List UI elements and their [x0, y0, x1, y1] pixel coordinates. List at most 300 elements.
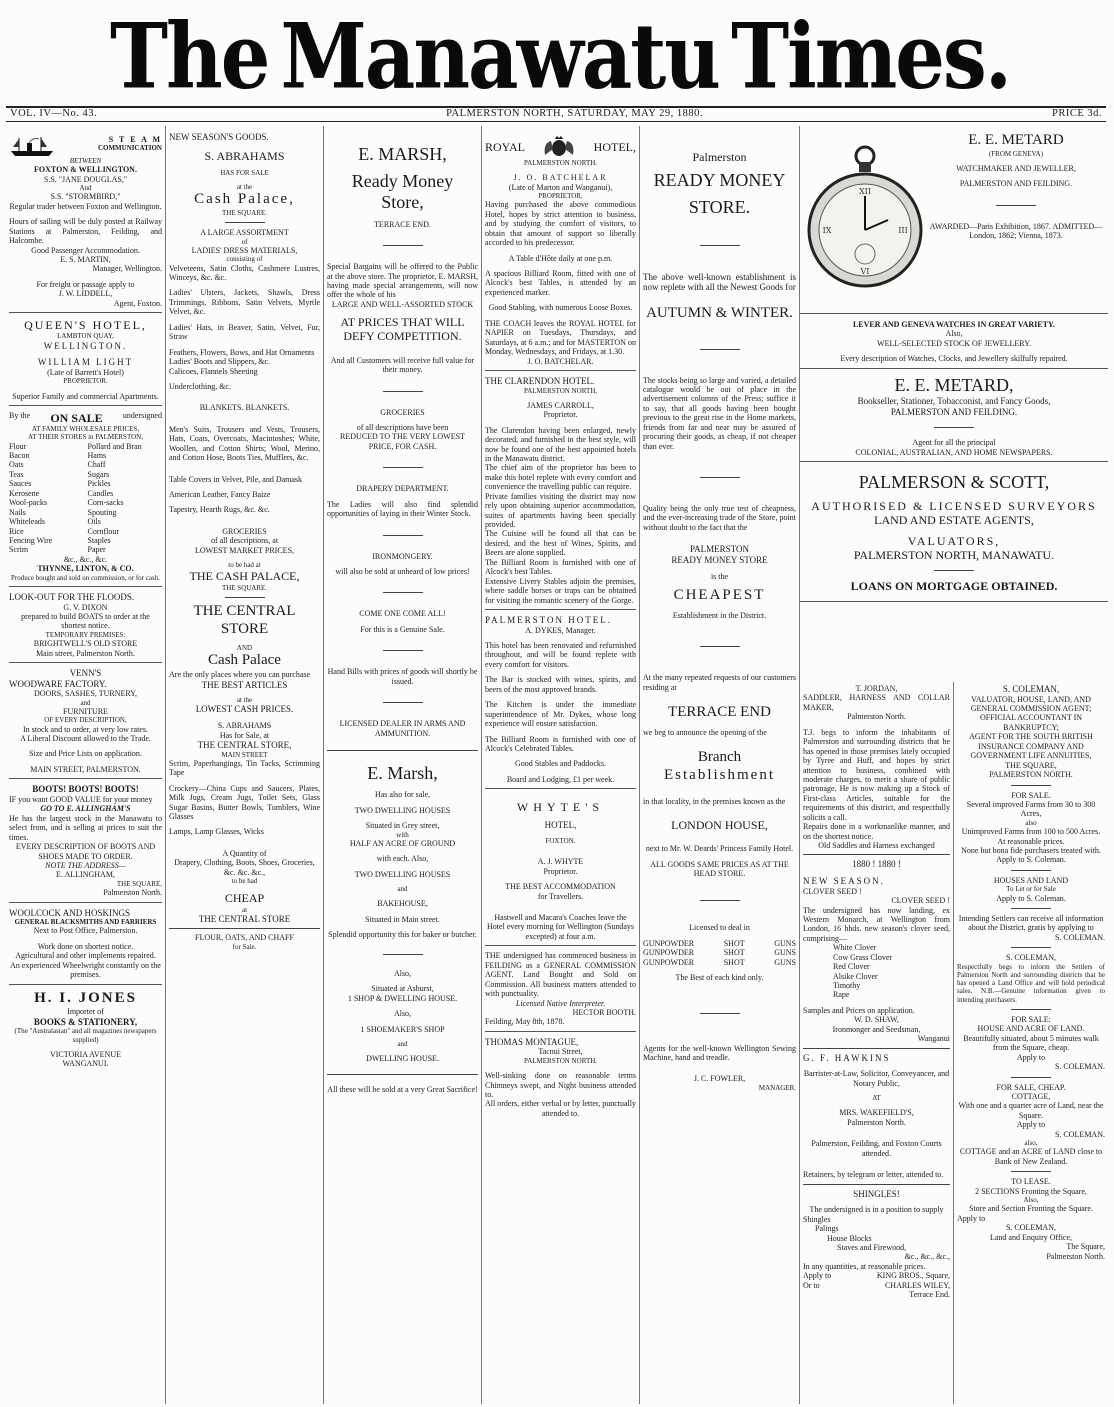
- billiard-room: A spacious Billiard Room, fitted with one of Alcock's best Tables, is attended by an experienced marker.: [485, 269, 636, 297]
- large-assortment: A LARGE ASSORTMENT: [200, 228, 289, 238]
- courts-attended: Palmerston, Feilding, and Foxton Courts attended.: [811, 1139, 942, 1158]
- svg-text:VI: VI: [860, 267, 870, 276]
- wanganui: Wanganui: [917, 1034, 950, 1044]
- ad-palmerston-hotel: [485, 612, 636, 789]
- also-for-sale: Has also for sale,: [374, 790, 431, 800]
- jones-heading: H. I. JONES: [34, 989, 137, 1006]
- authorised-surveyors: AUTHORISED & LICENSED SURVEYORS: [811, 499, 1097, 514]
- reduced-price: REDUCED TO THE VERY LOWEST PRICE, FOR CASH.: [340, 432, 465, 451]
- list-item: Nails: [9, 507, 26, 517]
- column-3: [324, 126, 482, 1404]
- etc-text: &c., &c., &c.: [63, 554, 108, 564]
- batchelar-name: J. O. BATCHELAR: [513, 173, 608, 183]
- special-bargains: Special Bargains will be offered to the Public at the above store. The proprietor, E. MARSH, having made special arrangements, will now offer the whole of his: [327, 262, 478, 300]
- bookseller: Bookseller, Stationer, Tobacconist, and Fancy Goods,: [857, 395, 1051, 406]
- late-of: (Late of Marton and Wanganui),: [508, 182, 613, 192]
- gun-cell: SHOT: [723, 938, 745, 948]
- genuine-sale: For this is a Genuine Sale.: [360, 624, 445, 634]
- thynne-linton: THYNNE, LINTON, & CO.: [37, 564, 134, 574]
- palmerston-north: Palmerston North.: [103, 888, 162, 898]
- clarendon-p1: The Clarendon having been enlarged, newly decorated, and furnished in the best style, will now be found one of the best appointed hotels in the Manawatu district.: [485, 425, 636, 463]
- column-4: [482, 126, 640, 1404]
- list-item: Alsike Clover: [833, 971, 878, 981]
- trader-text: Regular trader between Foxton and Wellington.: [9, 201, 162, 211]
- ulsters: Ladies' Ulsters, Jackets, Shawls, Dress Trimmings, Ribbons, Satin Velvets, Myrtle Velvet, &c.: [169, 288, 320, 317]
- ready-money: Ready Money: [351, 171, 454, 192]
- proprietor-text: PROPRIETOR.: [63, 377, 108, 386]
- store: Store,: [381, 192, 424, 213]
- price: PRICE 3d.: [1051, 108, 1102, 120]
- charles-wiley: CHARLES WILEY,: [884, 1280, 950, 1290]
- royal-word: ROYAL: [485, 139, 526, 154]
- terrace-end: Terrace End.: [909, 1290, 950, 1300]
- ladies-dress: LADIES' DRESS MATERIALS,: [191, 245, 298, 255]
- the-square-2: THE SQUARE.: [221, 583, 268, 592]
- splendid-opportunity: Splendid opportunity this for baker or butcher.: [328, 930, 477, 940]
- james-carroll: JAMES CARROLL,: [527, 400, 594, 410]
- dykes-manager: A. DYKES, Manager.: [525, 625, 596, 635]
- palmerston-manawatu: PALMERSTON NORTH, MANAWATU.: [853, 547, 1055, 562]
- gun-cell: GUNPOWDER: [643, 957, 695, 967]
- palmerston-2: PALMERSTON: [689, 544, 750, 555]
- palmerson-scott-heading: PALMERSON & SCOTT,: [858, 472, 1050, 493]
- lamps: Lamps, Lamp Glasses, Wicks: [169, 827, 264, 837]
- proprietor: PROPRIETOR,: [538, 192, 583, 201]
- saddler: SADDLER, HARNESS AND COLLAR MAKER,: [803, 693, 950, 712]
- list-item: Oils: [87, 517, 101, 527]
- coleman-3: S. COLEMAN,: [1005, 953, 1056, 963]
- stores-text: AT THEIR STORES in PALMERSTON,: [28, 433, 143, 442]
- victoria-avenue: VICTORIA AVENUE: [49, 1049, 122, 1059]
- palmerston-north-2: Palmerston North.: [1046, 1251, 1105, 1261]
- list-item: Pickles: [87, 479, 111, 489]
- clarendon-p4: The Cuisine will be found all that can be desired, and the best of Wines, Spirits, and Beers are alone supplied.: [485, 529, 636, 558]
- every-description-boots: EVERY DESCRIPTION OF BOOTS AND SHOES MADE TO ORDER.: [15, 842, 156, 861]
- onsale-by: By the: [9, 410, 31, 420]
- discount-text: A Liberal Discount allowed to the Trade.: [20, 734, 151, 744]
- main-street-palmerston: MAIN STREET, PALMERSTON.: [30, 764, 141, 774]
- pn-p2: The Bar is stocked with wines, spirits, and beers of the most approved brands.: [485, 675, 636, 694]
- steam-heading: S T E A M: [108, 135, 162, 144]
- cash-palace-2: THE CASH PALACE,: [189, 569, 300, 584]
- if-you-want: IF you want GOOD VALUE for your money: [9, 794, 153, 804]
- having-purchased: Having purchased the above commodious Hotel, hopes by strict attention to business, and by studying the comfort of visitors, to obtain that amount of support so liberally accorded to his predecessor.: [485, 200, 636, 248]
- the-square-1: THE SQUARE.: [221, 208, 268, 217]
- has-for-sale: HAS FOR SALE: [220, 168, 269, 177]
- ironmongery: IRONMONGERY.: [372, 551, 433, 561]
- liddell-name: J. W. LIDDELL,: [58, 289, 113, 299]
- also-1: Also,: [393, 968, 412, 978]
- svg-text:III: III: [898, 226, 908, 235]
- blankets: BLANKETS. BLANKETS.: [199, 403, 290, 413]
- two-dwelling-2: TWO DWELLING HOUSES: [354, 869, 451, 879]
- pn-p4: The Billiard Room is furnished with one of Alcock's Celebrated Tables.: [485, 734, 636, 753]
- palings: Palings: [815, 1224, 839, 1234]
- goods-left: [9, 442, 84, 555]
- gun-cell: GUNPOWDER: [643, 938, 695, 948]
- work-done: Work done on shortest notice.: [37, 941, 134, 951]
- gunpowder-rows: [643, 939, 796, 967]
- licensed-to-deal: Licensed to deal in: [689, 923, 750, 933]
- stabling: Good Stabling, with numerous Loose Boxes.: [488, 303, 633, 313]
- half-acre: HALF AN ACRE OF GROUND: [349, 838, 456, 848]
- quality-text: Quality being the only true test of cheapness, and the ever-increasing trade of the Store, point without doubt to the fact that the: [643, 504, 796, 532]
- hastwell-coaches: Hastwell and Macara's Coaches leave the Hotel every morning for Wellington (Sundays excepted) at four a.m.: [487, 913, 634, 941]
- freight-text: For freight or passage apply to: [36, 279, 135, 289]
- official-accountant: OFFICIAL ACCOUNTANT IN BANKRUPTCY;: [979, 713, 1083, 732]
- clarendon-p6: Extensive Livery Stables adjoin the premises, where saddle horses or traps can be obtained for visiting the romantic scenery of the Gorge.: [485, 576, 636, 605]
- clarendon-heading: THE CLARENDON HOTEL.: [485, 375, 595, 386]
- s-abrahams: S. ABRAHAMS: [217, 721, 272, 731]
- svg-text:XII: XII: [858, 187, 872, 196]
- hand-bills: Hand Bills with prices of goods will shortly be issued.: [327, 667, 478, 686]
- blacksmiths: GENERAL BLACKSMITHS AND FARRIERS: [14, 918, 157, 927]
- reasonable-prices: At reasonable prices.: [997, 836, 1065, 846]
- loans-mortgage: LOANS ON MORTGAGE OBTAINED.: [850, 578, 1058, 593]
- hawkins-heading: G. F. HAWKINS: [803, 1052, 891, 1063]
- goods-right: [88, 442, 163, 555]
- shingles-heading: SHINGLES!: [853, 1188, 900, 1199]
- list-item: Hams: [87, 451, 107, 461]
- any-quantities: In any quantities, at reasonable prices.: [803, 1261, 926, 1271]
- unimproved-farms: Unimproved Farms from 100 to 500 Acres.: [961, 827, 1101, 837]
- palmerston-north-2: Palmerston North.: [847, 1117, 906, 1127]
- samples-prices: Samples and Prices on application.: [803, 1005, 915, 1015]
- woodware-factory: WOODWARE FACTORY.: [9, 678, 107, 689]
- calicoes: Calicoes, Flannels Sheeting: [169, 366, 258, 376]
- terrace-end: TERRACE END: [668, 704, 771, 720]
- masthead: [0, 0, 1114, 110]
- and-text: AND: [236, 644, 253, 653]
- the-square: THE SQUARE,: [116, 879, 162, 888]
- ad-metard-bookseller: [800, 371, 1108, 462]
- newspapers: COLONIAL, AUSTRALIAN, AND HOME NEWSPAPERS.: [855, 447, 1053, 457]
- for-sale-cheap: FOR SALE, CHEAP.: [996, 1082, 1066, 1092]
- staves-firewood: Staves and Firewood,: [837, 1242, 907, 1252]
- metard-heading-2: E. E. METARD,: [894, 374, 1014, 395]
- apply-coleman-2: Apply to S. Coleman.: [996, 893, 1066, 903]
- books-stationery: BOOKS & STATIONERY,: [33, 1016, 138, 1027]
- superior-text: Superior Family and commercial Apartments.: [12, 391, 159, 401]
- route: FOXTON & WELLINGTON.: [34, 165, 137, 175]
- of-text: of: [241, 237, 248, 246]
- the-square-2: The Square,: [1066, 1242, 1105, 1252]
- tapestry: Tapestry, Hearth Rugs, &c. &c.: [169, 505, 270, 515]
- stocks-text: The stocks being so large and varied, a detailed catalogue would be out of place in the advertisement columns of the Press; suffice it to say, that all goods having been bought previous to the great rise in the Home markets, friends from far and near may be assured of procuring their goods, as cheap, if not cheaper than ever.: [643, 375, 796, 451]
- pocket-watch-icon: [806, 134, 924, 294]
- list-item: White Clover: [833, 943, 877, 953]
- size-lists: Size and Price Lists on application.: [29, 749, 142, 759]
- terrace-end: TERRACE END.: [374, 219, 431, 229]
- gun-cell: GUNS: [774, 948, 796, 958]
- drapery-department: DRAPERY DEPARTMENT.: [356, 484, 449, 494]
- is-the: is the: [710, 571, 729, 581]
- pn-p1: This hotel has been renovated and refurnished throughout, and will be found replete with every comfort for visitors.: [485, 641, 636, 669]
- and-text: and: [397, 885, 408, 894]
- ready-money-heading: READY MONEY: [653, 170, 786, 191]
- agent-south-british: AGENT FOR THE SOUTH BRITISH INSURANCE COMPANY AND GOVERNMENT LIFE ANNUITIES,: [969, 732, 1093, 761]
- and-text-2: and: [397, 1039, 408, 1048]
- palmerston-heading: Palmerston: [692, 150, 747, 164]
- cheapest: CHEAPEST: [673, 587, 766, 603]
- steamship-icon: [9, 135, 55, 157]
- list-item: Paper: [87, 545, 106, 555]
- house-blocks: House Blocks: [827, 1233, 872, 1243]
- clarendon-p5: The Billiard Room is furnished with one of Alcock's best Tables.: [485, 557, 636, 577]
- gun-cell: GUNS: [774, 957, 796, 967]
- whytes-hotel: HOTEL,: [544, 820, 577, 831]
- seed-list: [803, 943, 950, 1000]
- locality: in that locality, in the premises known as the: [643, 796, 786, 806]
- flour-oats-chaff: FLOUR, OATS, AND CHAFF: [195, 933, 294, 943]
- palmerston-north: PALMERSTON NORTH.: [523, 159, 598, 167]
- central-store: THE CENTRAL STORE: [193, 602, 296, 637]
- also-text: Also,: [945, 329, 963, 339]
- column-1: [6, 126, 166, 1404]
- royal-crest-icon: [541, 135, 577, 159]
- woolcock-heading: WOOLCOCK AND HOSKINGS: [9, 907, 131, 918]
- prices-defy: AT PRICES THAT WILL DEFY COMPETITION.: [340, 315, 465, 344]
- hotel-word: HOTEL,: [593, 139, 636, 154]
- ad-montague: [485, 1034, 636, 1122]
- cottage-acre: COTTAGE and an ACRE of LAND close to Bank of New Zealand.: [959, 1147, 1103, 1166]
- foxton: FOXTON.: [545, 837, 576, 846]
- well-sinking: Well-sinking done on reasonable terms Chimneys swept, and Night business attended to.: [485, 1071, 636, 1100]
- accommodation-text: Good Passenger Accommodation.: [31, 245, 140, 255]
- announce-opening: we beg to announce the opening of the: [643, 727, 767, 737]
- wd-shaw: W. D. SHAW,: [854, 1015, 899, 1025]
- dixon-name: G. V. DIXON: [63, 602, 108, 612]
- allingham-name: E. ALLINGHAM,: [56, 870, 115, 880]
- column-2: [166, 126, 324, 1404]
- new-season: NEW SEASON.: [803, 876, 885, 887]
- valuator: VALUATOR, HOUSE, LAND, AND GENERAL COMMISSION AGENT;: [970, 694, 1092, 714]
- london-house: LONDON HOUSE,: [671, 817, 768, 832]
- list-item: Bacon: [9, 451, 30, 461]
- all-descriptions: of all descriptions, at: [210, 536, 279, 546]
- dwelling-house: DWELLING HOUSE.: [366, 1054, 439, 1064]
- land-office: Land and Enquiry Office,: [989, 1232, 1073, 1242]
- list-item: Timothy: [833, 981, 861, 991]
- furniture-and: and: [80, 698, 91, 707]
- at-text: at: [241, 905, 248, 914]
- goods-list: [9, 442, 162, 555]
- next-post-office: Next to Post Office, Palmerston.: [33, 926, 138, 936]
- shingles: Shingles: [803, 1214, 831, 1224]
- two-dwelling-1: TWO DWELLING HOUSES: [354, 805, 451, 815]
- lookout-heading: LOOK-OUT FOR THE FLOODS.: [9, 591, 135, 602]
- clover-seed-1: CLOVER SEED !: [803, 886, 862, 896]
- groceries: GROCERIES: [380, 407, 425, 417]
- cash-palace: Cash Palace,: [194, 191, 295, 208]
- ladies-boots: Ladies' Boots and Slippers, &c.: [169, 357, 270, 367]
- for-sale: for Sale.: [232, 942, 257, 951]
- venns-heading: VENN'S: [69, 668, 102, 679]
- proprietor-3: Proprietor.: [543, 866, 578, 876]
- column-5: [640, 126, 800, 1404]
- list-item: Cow Grass Clover: [833, 952, 893, 962]
- all-descriptions: of all descriptions have been: [356, 422, 449, 432]
- intending-settlers: Intending Settlers can receive all information about the District, gratis by applying to: [958, 913, 1104, 933]
- palmerston-north: PALMERSTON NORTH.: [989, 770, 1073, 780]
- list-item: Kerosene: [9, 488, 40, 498]
- instock-text: In stock and to order, at very low rates.: [23, 724, 148, 734]
- next-to-deards: next to Mr. W. Deards' Princess Family Hotel.: [645, 844, 794, 854]
- hector-booth: HECTOR BOOTH.: [572, 1007, 636, 1017]
- ship-stormbird: S.S. "STORMBIRD,": [50, 192, 121, 202]
- houses-land: HOUSES AND LAND: [993, 875, 1069, 885]
- ad-metard-watchmaker: [800, 126, 1108, 314]
- ad-hector-booth: [485, 948, 636, 1032]
- coleman-heading: S. COLEMAN,: [1002, 684, 1060, 694]
- batchelar-sign: J. O. BATCHELAR.: [527, 356, 594, 366]
- communication-heading: COMMUNICATION: [97, 144, 162, 153]
- newspaper-title: [110, 4, 1010, 110]
- ad-jones: [9, 987, 162, 1073]
- shop-dwelling: 1 SHOP & DWELLING HOUSE.: [347, 993, 458, 1003]
- gun-cell: GUNPOWDER: [643, 948, 695, 958]
- volume-number: VOL. IV—No. 43.: [10, 108, 98, 120]
- repairs-text: Every description of Watches, Clocks, and Jewellery skilfully repaired.: [840, 354, 1068, 364]
- all-orders: All orders, either verbal or by letter, punctually attended to.: [485, 1099, 636, 1118]
- list-item: Wool-packs: [9, 498, 48, 508]
- e-marsh: E. Marsh,: [367, 763, 438, 784]
- also-text: also: [1025, 818, 1037, 827]
- whytes-heading: WHYTE'S: [516, 800, 605, 815]
- queens-hotel-heading: QUEEN'S HOTEL,: [24, 318, 147, 333]
- list-item: Scrim: [9, 545, 29, 555]
- every-description: OF EVERY DESCRIPTION,: [44, 716, 127, 725]
- produce-text: Produce bought and sold on commission, or for cash.: [11, 573, 160, 582]
- apply-to-5: Apply to: [957, 1213, 986, 1223]
- to-lease: TO LEASE.: [1011, 1177, 1051, 1187]
- board-lodging: Board and Lodging, £1 per week.: [506, 774, 615, 784]
- land-estate-agents: LAND AND ESTATE AGENTS,: [874, 513, 1034, 528]
- new-season-heading: NEW SEASON'S GOODS.: [169, 132, 269, 142]
- all-goods-same: ALL GOODS SAME PRICES AS AT THE HEAD STORE.: [650, 859, 789, 878]
- manager: MANAGER.: [758, 1083, 796, 1092]
- year-1880: 1880 ! 1880 !: [852, 859, 901, 870]
- coleman-2: S. COLEMAN.: [1054, 932, 1105, 942]
- gunpowder-row: [643, 958, 796, 967]
- well-selected: WELL-SELECTED STOCK OF JEWELLERY.: [877, 338, 1031, 348]
- also-3: Also,: [1023, 1196, 1039, 1205]
- coleman-5: S. COLEMAN.: [1054, 1129, 1105, 1139]
- ad-royal-hotel: [485, 132, 636, 371]
- apply-to-4: Apply to: [1016, 1120, 1046, 1130]
- palmerston-north-2: PALMERSTON NORTH,: [523, 386, 598, 395]
- underclothing: Underclothing, &c.: [169, 381, 231, 391]
- ironmonger-seedsman: Ironmonger and Seedsman,: [832, 1024, 921, 1034]
- above-well-known: The above well-known establishment is now replete with all the Newest Goods for: [643, 271, 796, 293]
- all-customers: And all Customers will receive full value for their money.: [330, 355, 475, 375]
- has-for-sale-at: Has for Sale, at: [219, 730, 270, 740]
- also-2: Also,: [393, 1009, 412, 1019]
- furniture-text: FURNITURE: [63, 706, 108, 716]
- also-2: also,: [1024, 1139, 1038, 1148]
- list-item: Chaff: [87, 460, 106, 470]
- william-light: WILLIAM LIGHT: [37, 357, 134, 368]
- note-address: NOTE THE ADDRESS—: [45, 861, 126, 871]
- palmerston-feilding-2: PALMERSTON AND FEILDING.: [890, 406, 1018, 417]
- come-one: COME ONE COME ALL!: [359, 609, 446, 619]
- clover-seed-2: CLOVER SEED !: [891, 896, 950, 906]
- valuators: VALUATORS,: [907, 533, 1001, 548]
- gunpowder-row: [643, 948, 796, 957]
- abrahams-name: S. ABRAHAMS: [204, 148, 285, 163]
- branch: Branch: [697, 749, 742, 766]
- good-stables: Good Stables and Paddocks.: [514, 759, 607, 769]
- and-text: And: [79, 184, 92, 193]
- metard-heading: E. E. METARD: [968, 132, 1064, 148]
- montague-heading: THOMAS MONTAGUE,: [485, 1036, 579, 1047]
- coleman-4: S. COLEMAN.: [1054, 1062, 1105, 1072]
- ad-on-sale: [9, 408, 162, 587]
- only-places: Are the only places where you can purchase: [169, 670, 311, 680]
- mens-suits: Men's Suits, Trousers and Vests, Trousers, Hats, Coats, Overcoats, Macintoshes; White, Woollen, and Cotton Shirts; Wool, Merino, and Cotton Hose, Boots Ties, Mufflers, &c.: [169, 424, 320, 463]
- great-sacrifice: All these will be sold at a very Great Sacrifice!: [327, 1084, 478, 1094]
- central-store-3: THE CENTRAL STORE: [198, 913, 291, 924]
- main-street: MAIN STREET: [221, 750, 268, 759]
- barrett-text: (Late of Barrett's Hotel): [47, 367, 124, 377]
- best-accommodation: THE BEST ACCOMMODATION: [505, 882, 616, 892]
- agricultural: Agricultural and other implements repaired.: [15, 951, 156, 961]
- palmerston-north: Palmerston North.: [847, 712, 906, 722]
- ad-boots: [9, 781, 162, 902]
- wellington-text: WELLINGTON.: [43, 340, 128, 351]
- sewing-machine-agents: Agents for the well-known Wellington Sewing Machine, hand and treadle.: [643, 1043, 796, 1063]
- ad-woolcock: [9, 905, 162, 985]
- booth-commission: THE undersigned has commenced business in FEILDING as a GENERAL COMMISSION AGENT. Land Bought and Sold on Commission. All business matters attended to with punctuality.: [485, 951, 636, 999]
- ad-metard-stock: [800, 316, 1108, 369]
- quantity-of: A Quantity of: [222, 848, 267, 858]
- column-6b: [954, 682, 1108, 1404]
- establishment: Establishment: [664, 766, 775, 783]
- tj-notice: T.J. begs to inform the inhabitants of Palmerston and surrounding districts that he has opened in those premises lately occupied by Tyree and Huff, and hopes by strict attention to business, combined with moderate charges, to merit a share of public patronage. He is now making up a Stock of First-class Articles, suitable for the requirements of this district, and respectfully solicits a call.: [803, 727, 950, 822]
- jordan-name: T. JORDAN,: [855, 684, 898, 693]
- tacnui-street: Tacnui Street,: [538, 1047, 583, 1057]
- awarded: AWARDED—Paris Exhibition, 1867. ADMITTED—London, 1862; Vienna, 1873.: [929, 221, 1103, 241]
- place-date: PALMERSTON NORTH, SATURDAY, MAY 29, 1880.: [446, 108, 703, 120]
- australasian: (The "Australasian" and all magazines newspapers supplied): [14, 1027, 157, 1044]
- martin-name: E. S. MARTIN,: [60, 255, 111, 264]
- autumn-winter: AUTUMN & WINTER.: [646, 304, 793, 321]
- table-covers: Table Covers in Velvet, Pile, and Damask: [169, 474, 303, 484]
- scrim: Scrim, Paperhangings, Tin Tacks, Scrimming Tape: [169, 758, 320, 778]
- list-item: Spouting: [87, 507, 117, 517]
- doors-text: DOORS, SASHES, TURNERY,: [33, 689, 138, 699]
- from-geneva: (FROM GENEVA): [988, 149, 1044, 158]
- with-text: with: [396, 830, 409, 839]
- best-articles: THE BEST ARTICLES: [201, 679, 288, 690]
- gun-cell: GUNS: [774, 938, 796, 948]
- landing-text: The undersigned has now landing, ex Western Monarch, at Wellington from London, 16 hhds. new season's clover seed, comprising—: [803, 905, 950, 943]
- for-travellers: for Travellers.: [537, 891, 584, 901]
- feilding-date: Feilding, May 8th, 1878.: [485, 1017, 565, 1027]
- list-item: Pollard and Bran: [87, 441, 142, 451]
- ad-whytes-hotel: [485, 791, 636, 946]
- list-item: Whiteleads: [9, 517, 45, 527]
- palmerston-hotel-heading: PALMERSTON HOTEL.: [485, 614, 613, 625]
- boots-heading: BOOTS! BOOTS! BOOTS!: [32, 784, 139, 795]
- brightwell-store: BRIGHTWELL'S OLD STORE: [33, 639, 138, 649]
- large-well-assorted: LARGE AND WELL-ASSORTED STOCK: [331, 299, 474, 309]
- beautifully-situated: Beautifully situated, about 5 minutes walk from the Square, cheap.: [963, 1033, 1099, 1053]
- list-item: Sauces: [9, 479, 32, 489]
- temporary-premises: TEMPORARY PREMISES:: [45, 630, 126, 639]
- for-sale-2: FOR SALE:: [1011, 1014, 1051, 1024]
- king-bros: KING BROS., Square,: [876, 1271, 950, 1281]
